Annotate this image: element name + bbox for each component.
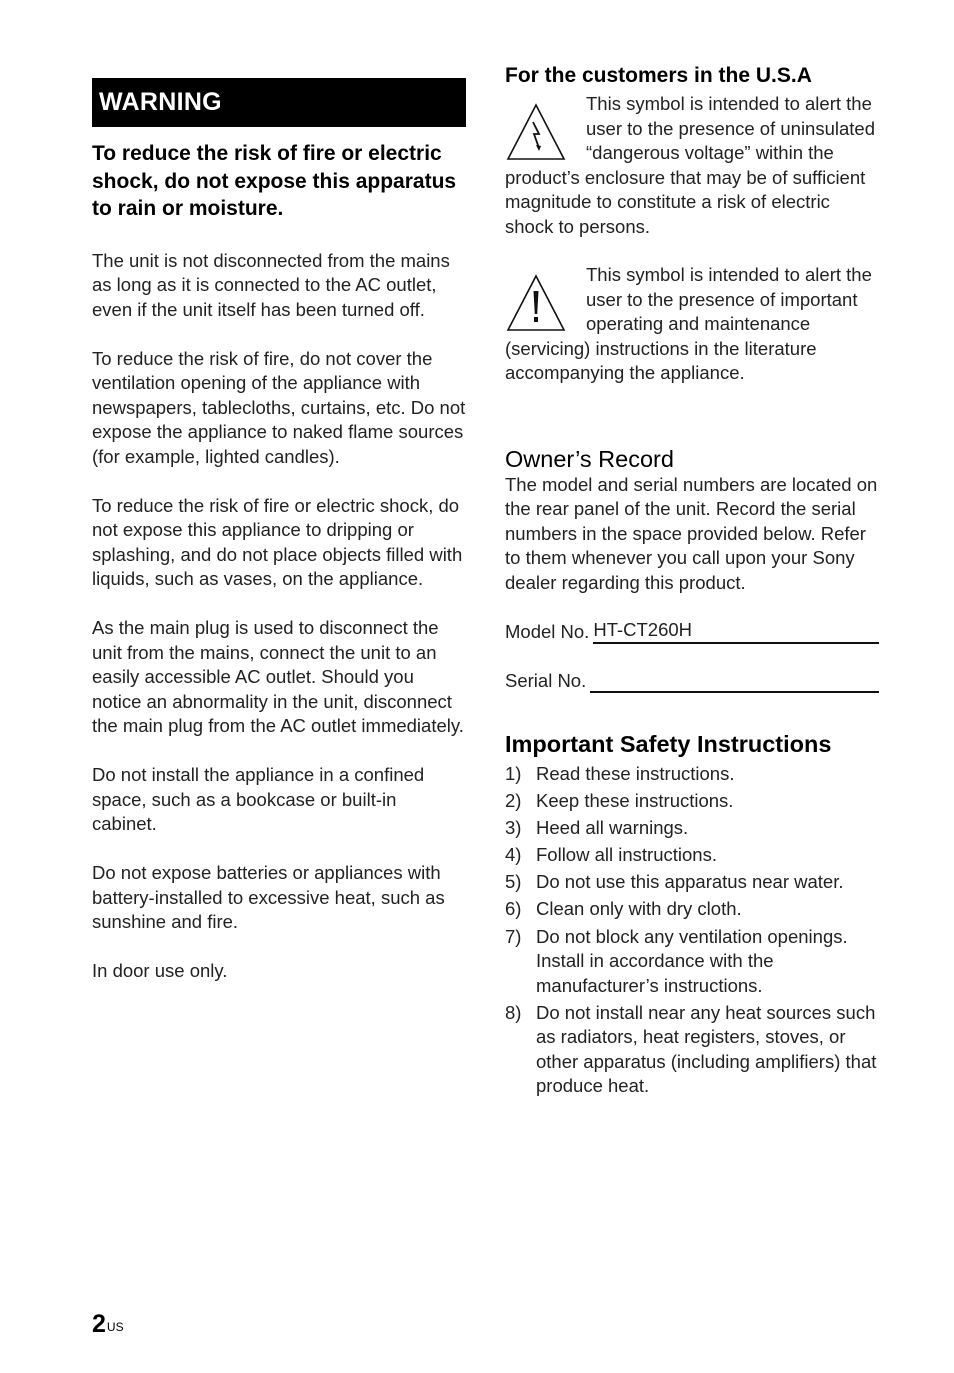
list-item-text: Do not block any ventilation openings. Install in accordance with the manufacturer’s instructions. bbox=[536, 925, 848, 996]
list-item-text: Do not install near any heat sources such as radiators, heat registers, stoves, or other apparatus (including amplifiers) that produce heat. bbox=[536, 1001, 877, 1097]
list-item bbox=[505, 843, 879, 868]
warning-title: WARNING bbox=[92, 78, 466, 127]
model-number-row bbox=[505, 617, 879, 644]
list-item-text: Clean only with dry cloth. bbox=[536, 898, 742, 920]
list-item-number: 3) bbox=[505, 817, 522, 839]
warning-paragraph: As the main plug is used to disconnect the unit from the mains, connect the unit to an easily accessible AC outlet. Should you notice an abnormality in the unit, disconnect the main plug from the AC outlet immediately. bbox=[92, 617, 464, 736]
safety-instructions-list bbox=[505, 762, 879, 1099]
list-item-number: 8) bbox=[505, 1001, 522, 1023]
list-item-text: Keep these instructions. bbox=[536, 790, 734, 812]
usa-section-title: For the customers in the U.S.A bbox=[505, 64, 812, 87]
warning-paragraph: Do not expose batteries or appliances with battery-installed to excessive heat, such as sunshine and fire. bbox=[92, 862, 445, 932]
serial-number-label: Serial No. bbox=[505, 669, 587, 691]
warning-column bbox=[92, 78, 466, 984]
lightning-triangle-icon bbox=[505, 102, 567, 164]
list-item bbox=[505, 816, 879, 841]
owners-record-text: The model and serial numbers are located on the rear panel of the unit. Record the serial numbers in the space provided below. Refer to them whenever you call upon your Sony dealer regarding this product. bbox=[505, 473, 878, 593]
symbol-notice-text: This symbol is intended to alert the user to the presence of important operating and maintenance (servicing) instructions in the literature accompanying the appliance. bbox=[505, 264, 872, 383]
warning-paragraph: Do not install the appliance in a confined space, such as a bookcase or built-in cabinet. bbox=[92, 764, 425, 834]
safety-instructions-title: Important Safety Instructions bbox=[505, 731, 832, 757]
warning-headline: To reduce the risk of fire or electric shock, do not expose this apparatus to rain or moisture. bbox=[92, 142, 457, 220]
list-item-number: 5) bbox=[505, 871, 522, 893]
list-item-number: 4) bbox=[505, 844, 522, 866]
list-item-text: Do not use this apparatus near water. bbox=[536, 871, 844, 893]
serial-number-row bbox=[505, 666, 879, 693]
list-item bbox=[505, 789, 879, 814]
owners-record-title: Owner’s Record bbox=[505, 445, 674, 472]
list-item bbox=[505, 762, 879, 787]
model-number-label: Model No. bbox=[505, 620, 590, 642]
page-number-suffix: US bbox=[106, 1320, 124, 1334]
symbol-notice-text: This symbol is intended to alert the user to the presence of uninsulated “dangerous voltage” within the product’s enclosure that may be of sufficient magnitude to constitute a risk of electric shock to persons. bbox=[505, 93, 875, 237]
warning-paragraph: To reduce the risk of fire or electric shock, do not expose this appliance to dripping or splashing, and do not place objects filled with liquids, such as vases, on the appliance. bbox=[92, 494, 463, 589]
list-item bbox=[505, 897, 879, 922]
list-item-number: 2) bbox=[505, 790, 522, 812]
warning-paragraphs bbox=[92, 249, 466, 984]
exclamation-triangle-icon bbox=[505, 273, 567, 335]
list-item-text: Follow all instructions. bbox=[536, 844, 717, 866]
model-number-field[interactable]: HT-CT260H bbox=[593, 618, 879, 644]
warning-paragraph: To reduce the risk of fire, do not cover the ventilation opening of the appliance with newspapers, tablecloths, curtains, etc. Do not expose the appliance to naked flame sources (for example, lighted candles). bbox=[92, 347, 466, 467]
list-item-number: 1) bbox=[505, 763, 522, 784]
page-number bbox=[92, 1309, 124, 1339]
list-item-number: 7) bbox=[505, 925, 522, 947]
info-column bbox=[505, 62, 879, 1101]
serial-number-field[interactable] bbox=[590, 667, 879, 693]
list-item-number: 6) bbox=[505, 898, 522, 920]
page-number-value: 2 bbox=[92, 1310, 106, 1338]
list-item-text: Read these instructions. bbox=[536, 763, 735, 784]
symbol-notice-instructions bbox=[505, 263, 879, 386]
list-item bbox=[505, 870, 879, 895]
warning-paragraph: The unit is not disconnected from the mains as long as it is connected to the AC outlet, even if the unit itself has been turned off. bbox=[92, 249, 450, 320]
warning-paragraph: In door use only. bbox=[92, 960, 228, 981]
list-item bbox=[505, 1001, 879, 1099]
list-item-text: Heed all warnings. bbox=[536, 817, 689, 839]
list-item bbox=[505, 925, 879, 999]
symbol-notice-voltage bbox=[505, 92, 879, 239]
